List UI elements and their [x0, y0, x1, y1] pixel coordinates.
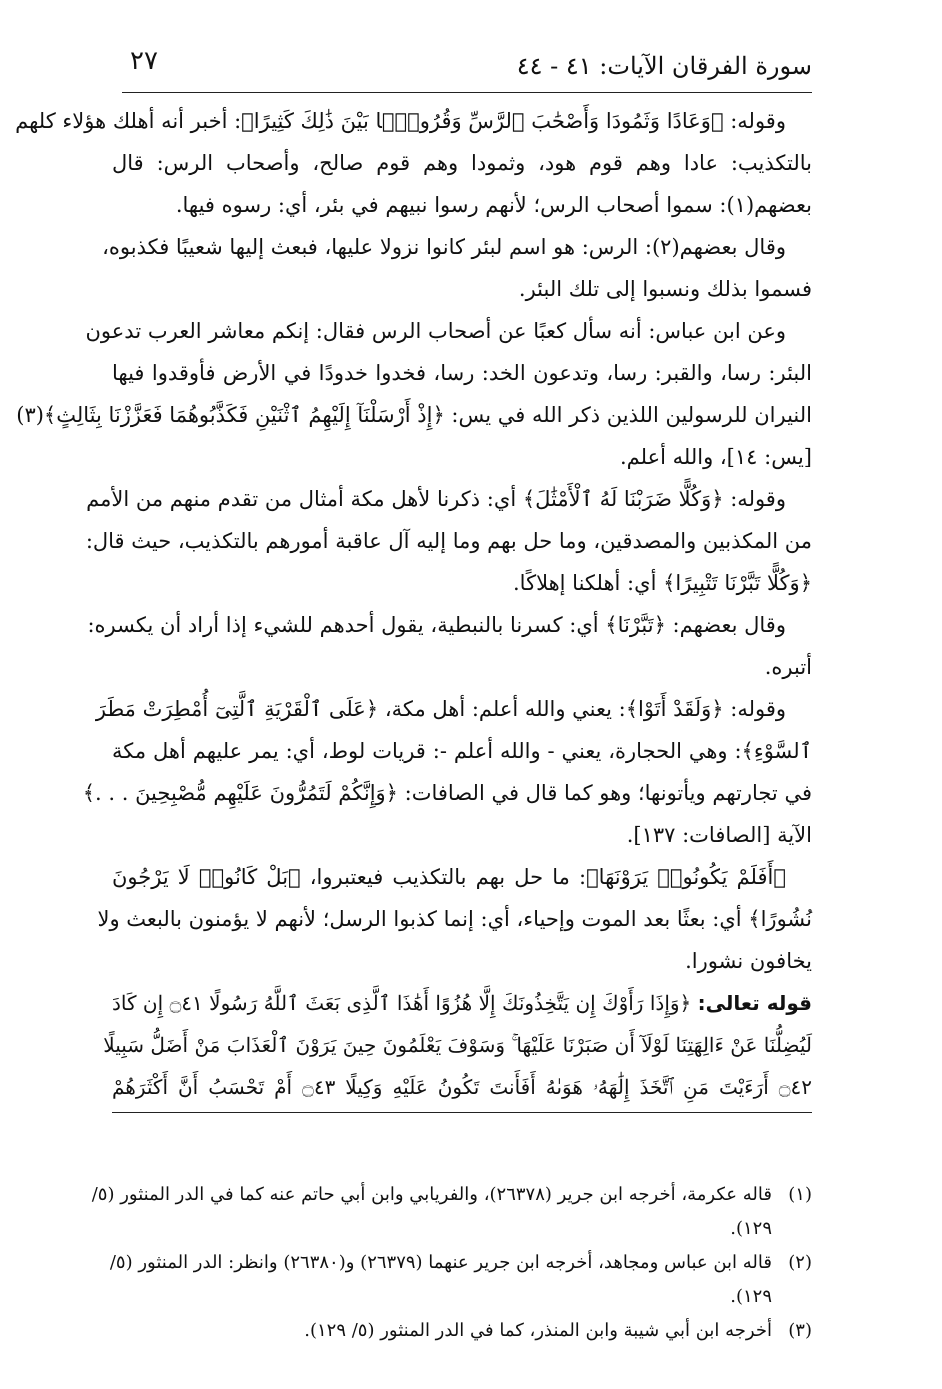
main-text [15, 100, 812, 1113]
text-line: وعن ابن عباس: أنه سأل كعبًا عن أصحاب الرس فقال: إنكم معاشر العرب تدعون [85, 319, 786, 343]
text-line: وقوله: ﴿وَلَقَدْ أَتَوْا﴾: يعني والله أعلم: أهل مكة، ﴿عَلَى ٱلْقَرْيَةِ ٱلَّتِىٓ أُمْطِرَتْ مَطَرَ [95, 697, 786, 721]
paragraph [85, 478, 812, 604]
quran-line [112, 982, 812, 1024]
running-title: سورة الفرقان الآيات: ٤١ - ٤٤ [516, 52, 812, 80]
paragraph [82, 688, 812, 856]
footnote-text: أخرجه ابن أبي شيبة وابن المنذر، كما في الدر المنثور (٥/ ١٢٩). [304, 1320, 772, 1341]
page-number: ٢٧ [130, 46, 158, 76]
footnote-number: (٣) [788, 1320, 812, 1341]
text-line: النيران للرسولين اللذين ذكر الله في يس: ﴿إِذْ أَرْسَلْنَآ إِلَيْهِمُ ٱثْنَيْنِ فَكَذَّبُوهُمَا فَعَزَّزْنَا بِثَالِثٍ﴾(٣) [16, 403, 812, 427]
quran-line: لَيُضِلُّنَا عَنْ ءَالِهَتِنَا لَوْلَآ أَن صَبَرْنَا عَلَيْهَا ۚ وَسَوْفَ يَعْلَمُونَ حِينَ يَرَوْنَ ٱلْعَذَابَ مَنْ أَضَلُّ سَبِيلًا [103, 1033, 812, 1057]
text-line: في تجارتهم ويأتونها؛ وهو كما قال في الصافات: ﴿وَإِنَّكُمْ لَتَمُرُّونَ عَلَيْهِم مُّصْبِحِينَ . . .﴾ [82, 781, 812, 805]
quran-line: ۝٤٢ أَرَءَيْتَ مَنِ ٱتَّخَذَ إِلَٰهَهُۥ هَوَىٰهُ أَفَأَنتَ تَكُونُ عَلَيْهِ وَكِيلًا ۝٤٣ أَمْ تَحْسَبُ أَنَّ أَكْثَرَهُمْ [112, 1075, 812, 1099]
text-line: وقوله: ﴿وَكُلًّا ضَرَبْنَا لَهُ ٱلْأَمْثَٰلَ﴾ أي: ذكرنا لأهل مكة أمثال من تقدم منهم من الأمم [86, 487, 786, 511]
paragraph [15, 100, 812, 226]
text-line: بالتكذيب: عادا وهم قوم هود، وثمودا وهم قوم صالح، وأصحاب الرس: قال [112, 151, 812, 175]
text-line: [يس: ١٤]، والله أعلم. [620, 445, 812, 469]
footnotes [91, 1178, 812, 1348]
text-line: من المكذبين والمصدقين، وما حل بهم وما إليه آل عاقبة أمورهم بالتكذيب، حيث قال: [85, 529, 812, 553]
quran-passage [103, 982, 812, 1113]
text-line: بعضهم(١): سموا أصحاب الرس؛ لأنهم رسوا نبيهم في بئر، أي: رسوه فيها. [175, 193, 812, 217]
footnote-number: (٢) [788, 1252, 812, 1273]
footnote-continuation: ١٢٩). [730, 1218, 772, 1239]
footnote-continuation: ١٢٩). [730, 1286, 772, 1307]
paragraph [16, 310, 812, 478]
text-line: وقال بعضهم(٢): الرس: هو اسم لبئر كانوا نزولا عليها، فبعث إليها شعيبًا فكذبوه، [102, 235, 786, 259]
footnote-number: (١) [788, 1184, 812, 1205]
text-line: فسموا بذلك ونسبوا إلى تلك البئر. [518, 277, 812, 301]
footnote-text: قاله ابن عباس ومجاهد، أخرجه ابن جرير عنهما (٢٦٣٧٩) و(٢٦٣٨٠) وانظر: الدر المنثور (٥/ [109, 1252, 772, 1273]
footnote [109, 1246, 812, 1280]
text-line: نُشُورًا﴾ أي: بعثًا بعد الموت وإحياء، أي: إنما كذبوا الرسل؛ لأنهم لا يؤمنون بالبعث ولا [97, 907, 812, 931]
text-line: الآية [الصافات: ١٣٧]. [626, 823, 812, 847]
text-line: وقوله: ﴿وَعَادًا وَثَمُودَا وَأَصْحَٰبَ ٱلرَّسِّ وَقُرُونًۢا بَيْنَ ذَٰلِكَ كَثِيرًا﴾: أخبر أنه أهلك هؤلاء كلهم [15, 109, 786, 133]
text-line: يخافون نشورا. [685, 949, 812, 973]
footnote-text: قاله عكرمة، أخرجه ابن جرير (٢٦٣٧٨)، والفريابي وابن أبي حاتم عنه كما في الدر المنثور (٥/ [91, 1184, 772, 1205]
paragraph [97, 856, 812, 982]
footnote [112, 1314, 812, 1348]
text-line: البئر: رسا، والقبر: رسا، وتدعون الخد: رسا، فخدوا خدودًا في الأرض فأوقدوا فيها [112, 361, 812, 385]
paragraph [87, 604, 812, 688]
text-line: ﴿أَفَلَمْ يَكُونُوا۟ يَرَوْنَهَا﴾: ما حل بهم بالتكذيب فيعتبروا، ﴿بَلْ كَانُوا۟ لَا يَرْجُونَ [112, 865, 786, 889]
text-line: وقال بعضهم: ﴿تَبَّرْنَا﴾ أي: كسرنا بالنبطية، يقول أحدهم للشيء إذا أراد أن يكسره: [87, 613, 786, 637]
footnote [91, 1178, 812, 1212]
paragraph [102, 226, 812, 310]
text-line: ﴿وَكُلًّا تَبَّرْنَا تَتْبِيرًا﴾ أي: أهلكنا إهلاكًا. [513, 571, 812, 595]
text-line: أتبره. [764, 655, 812, 679]
running-header [122, 42, 812, 93]
passage-lead: قوله تعالى: [697, 991, 812, 1015]
quran-text: ﴿وَإِذَا رَأَوْكَ إِن يَتَّخِذُونَكَ إِلَّا هُزُوًا أَهَٰذَا ٱلَّذِى بَعَثَ ٱللَّهُ رَسُولًا ۝٤١ إِن كَادَ [112, 991, 692, 1015]
text-line: ٱلسَّوْءِ﴾: وهي الحجارة، يعني - والله أعلم -: قريات لوط، أي: يمر عليهم أهل مكة [112, 739, 812, 763]
